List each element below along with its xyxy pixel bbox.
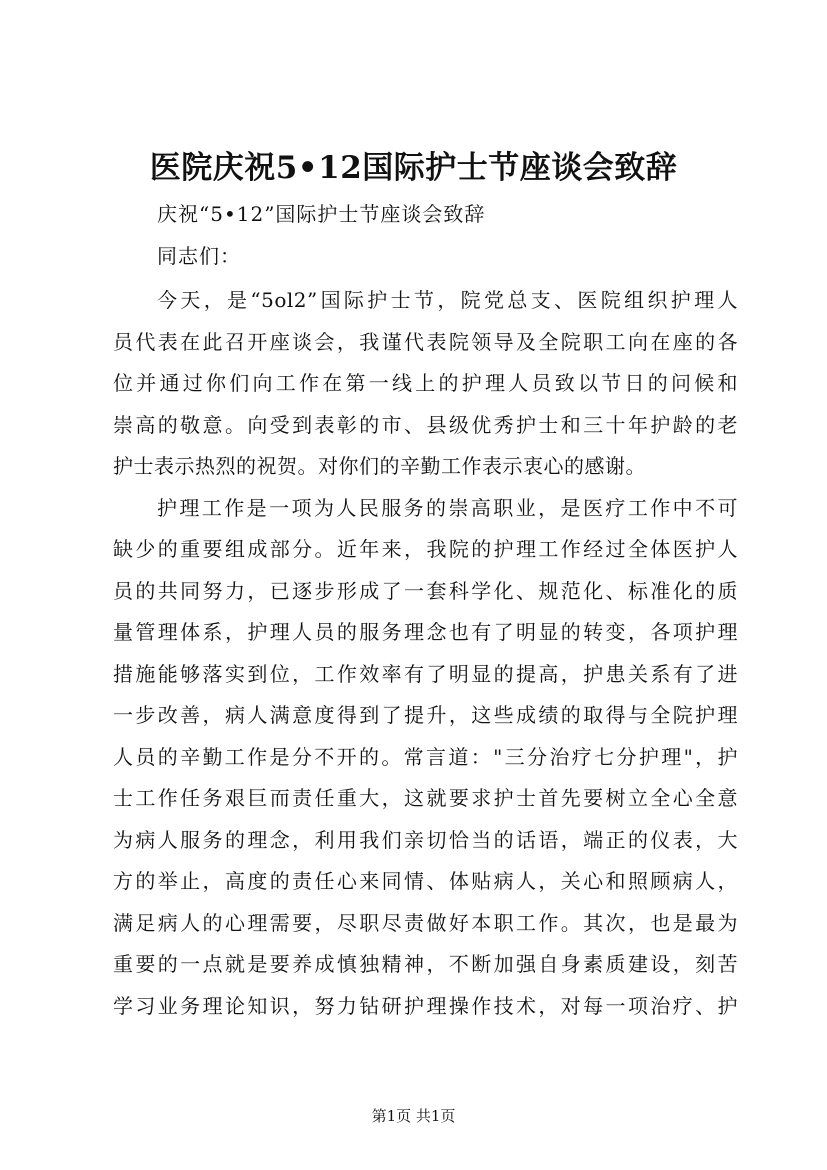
body-line: 措施能够落实到位，工作效率有了明显的提高，护患关系有了进 [113, 661, 738, 686]
body-line: 护理工作是一项为人民服务的崇高职业，是医疗工作中不可 [157, 495, 738, 520]
body-line: 为病人服务的理念，利用我们亲切恰当的话语，端正的仪表，大 [113, 827, 738, 852]
document-title: 医院庆祝5•12国际护士节座谈会致辞 [149, 150, 678, 186]
body-line: 缺少的重要组成部分。近年来，我院的护理工作经过全体医护人 [113, 537, 738, 561]
body-line: 今天，是“5ol2”国际护士节，院党总支、医院组织护理人 [157, 288, 738, 312]
page-footer: 第1页 共1页 [371, 1107, 456, 1125]
body-line: 学习业务理论知识，努力钻研护理操作技术，对每一项治疗、护 [113, 993, 738, 1018]
body-line: 位并通过你们向工作在第一线上的护理人员致以节日的问候和 [113, 371, 738, 395]
body-line: 重要的一点就是要养成慎独精神，不断加强自身素质建设，刻苦 [113, 952, 738, 976]
body-line: 一步改善，病人满意度得到了提升，这些成绩的取得与全院护理 [113, 703, 738, 727]
body-line: 满足病人的心理需要，尽职尽责做好本职工作。其次，也是最为 [113, 910, 738, 935]
body-line: 员代表在此召开座谈会，我谨代表院领导及全院职工向在座的各 [113, 329, 738, 354]
body-line: 人员的辛勤工作是分不开的。常言道："三分治疗七分护理"，护 [113, 744, 738, 769]
body-line: 士工作任务艰巨而责任重大，这就要求护士首先要树立全心全意 [113, 786, 738, 810]
body-line: 量管理体系，护理人员的服务理念也有了明显的转变，各项护理 [113, 620, 738, 644]
document-subtitle: 庆祝“5•12”国际护士节座谈会致辞 [157, 202, 486, 226]
body-line: 方的举止，高度的责任心来同情、体贴病人，关心和照顾病人， [113, 869, 738, 893]
body-line: 崇高的敬意。向受到表彰的市、县级优秀护士和三十年护龄的老 [113, 412, 738, 437]
greeting-line: 同志们： [157, 244, 241, 268]
body-text [113, 280, 738, 1027]
body-line: 员的共同努力，已逐步形成了一套科学化、规范化、标准化的质 [113, 578, 738, 603]
body-line: 护士表示热烈的祝贺。对你们的辛勤工作表示衷心的感谢。 [113, 454, 646, 478]
